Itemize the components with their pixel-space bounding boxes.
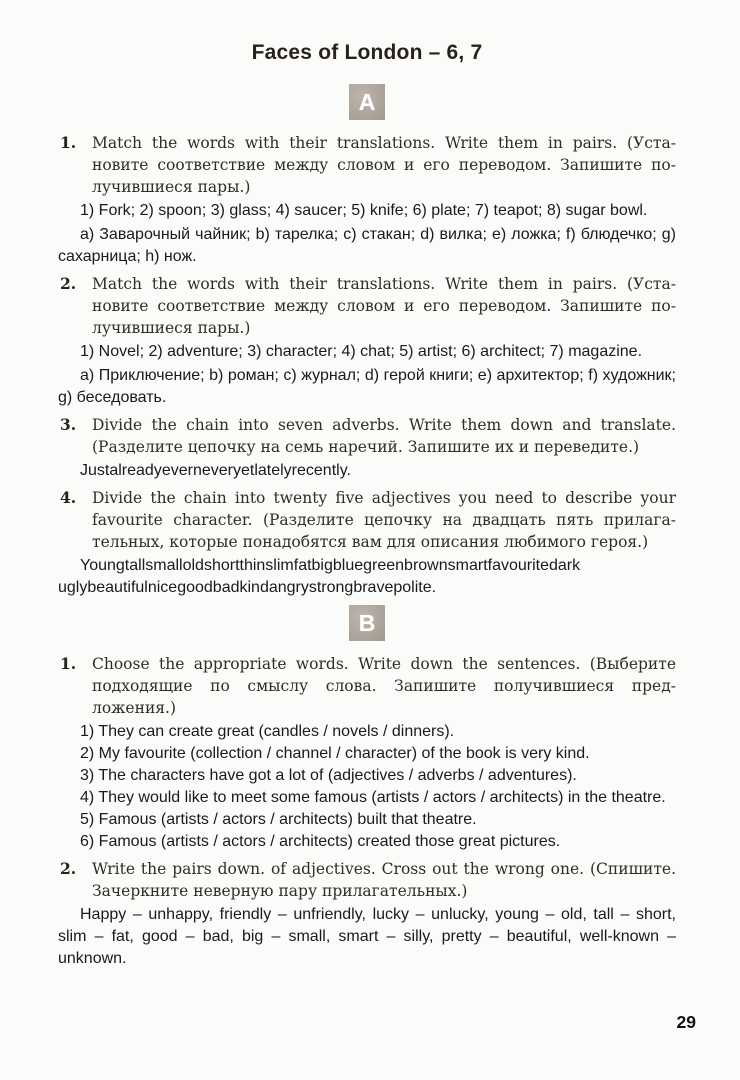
exercise-b1-instruction: Choose the appropriate words. Write down the sentences. (Выберите подходящие по смыслу слова. Запишите получившиеся предложения.) — [92, 655, 676, 717]
exercise-a4 — [58, 487, 676, 599]
exercise-b2 — [58, 858, 676, 970]
exercise-a4-number: 4. — [60, 488, 77, 507]
section-b-header — [58, 605, 676, 641]
exercise-b1-sentences — [80, 721, 676, 853]
sentence-item-6: 6) Famous (artists / actors / architects) created those great pictures. — [80, 833, 561, 850]
sentence-item-5: 5) Famous (artists / actors / architects) built that theatre. — [80, 811, 477, 828]
exercise-a3-number: 3. — [60, 415, 77, 434]
exercise-b2-instruction: Write the pairs down. of adjectives. Cross out the wrong one. (Спишите. Зачеркните неверную пару прилагательных.) — [92, 860, 676, 900]
exercise-a4-instruction: Divide the chain into twenty five adjectives you need to describe your favourite character. (Разделите цепочку на двадцать пять прилагательных, которые понадобятся вам для описания любимого героя.) — [92, 489, 676, 551]
sentence-item-1: 1) They can create great (candles / novels / dinners). — [80, 723, 455, 740]
sentence-item-4: 4) They would like to meet some famous (artists / actors / architects) in the theatre. — [80, 789, 666, 806]
sentence-item-2: 2) My favourite (collection / channel / character) of the book is very kind. — [80, 745, 590, 762]
exercise-a1 — [58, 132, 676, 268]
exercise-a2-instruction: Match the words with their translations. Write them in pairs. (Установите соответствие между словом и его переводом. Запишите получившиеся пары.) — [92, 275, 676, 337]
exercise-a2 — [58, 273, 676, 409]
exercise-a1-words: 1) Fork; 2) spoon; 3) glass; 4) saucer; 5) knife; 6) plate; 7) teapot; 8) sugar bowl. — [80, 202, 648, 219]
section-a-badge: A — [349, 84, 385, 120]
exercise-a1-translations: а) Заварочный чайник; b) тарелка; c) стакан; d) вилка; e) ложка; f) блюдечко; g) сахарница; h) нож. — [58, 226, 676, 265]
exercise-a2-translations: а) Приключение; b) роман; c) журнал; d) герой книги; e) архитектор; f) художник; g) беседовать. — [58, 367, 676, 406]
exercise-a3 — [58, 414, 676, 482]
exercise-b1 — [58, 653, 676, 853]
exercise-a3-chain: Justalreadyeverneveryetlatelyrecently. — [80, 462, 351, 479]
exercise-b2-pairs: Happy – unhappy, friendly – unfriendly, lucky – unlucky, young – old, tall – short, slim – fat, good – bad, big – small, smart – silly, pretty – beautiful, well-known – unknown. — [58, 906, 676, 967]
page-number: 29 — [676, 1012, 696, 1032]
exercise-a4-chain: Youngtallsmalloldshortthinslimfatbigbluegreenbrownsmartfavouritedark​uglybeautifulnicegoodbadkindangrystrongbravepolite. — [58, 557, 581, 596]
sentence-item-3: 3) The characters have got a lot of (adjectives / adverbs / adventures). — [80, 767, 577, 784]
exercise-a2-words: 1) Novel; 2) adventure; 3) character; 4) chat; 5) artist; 6) architect; 7) magazine. — [80, 343, 643, 360]
exercise-a1-number: 1. — [60, 133, 77, 152]
exercise-a3-instruction: Divide the chain into seven adverbs. Write them down and translate. (Разделите цепочку на семь наречий. Запишите их и переведите.) — [92, 416, 676, 456]
exercise-b2-number: 2. — [60, 859, 77, 878]
exercise-a2-number: 2. — [60, 274, 77, 293]
exercise-b1-number: 1. — [60, 654, 77, 673]
section-a-header — [58, 84, 676, 120]
exercise-a1-instruction: Match the words with their translations. Write them in pairs. (Установите соответствие между словом и его переводом. Запишите получившиеся пары.) — [92, 134, 676, 196]
section-b-badge: B — [349, 605, 385, 641]
page-title: Faces of London – 6, 7 — [251, 41, 483, 64]
